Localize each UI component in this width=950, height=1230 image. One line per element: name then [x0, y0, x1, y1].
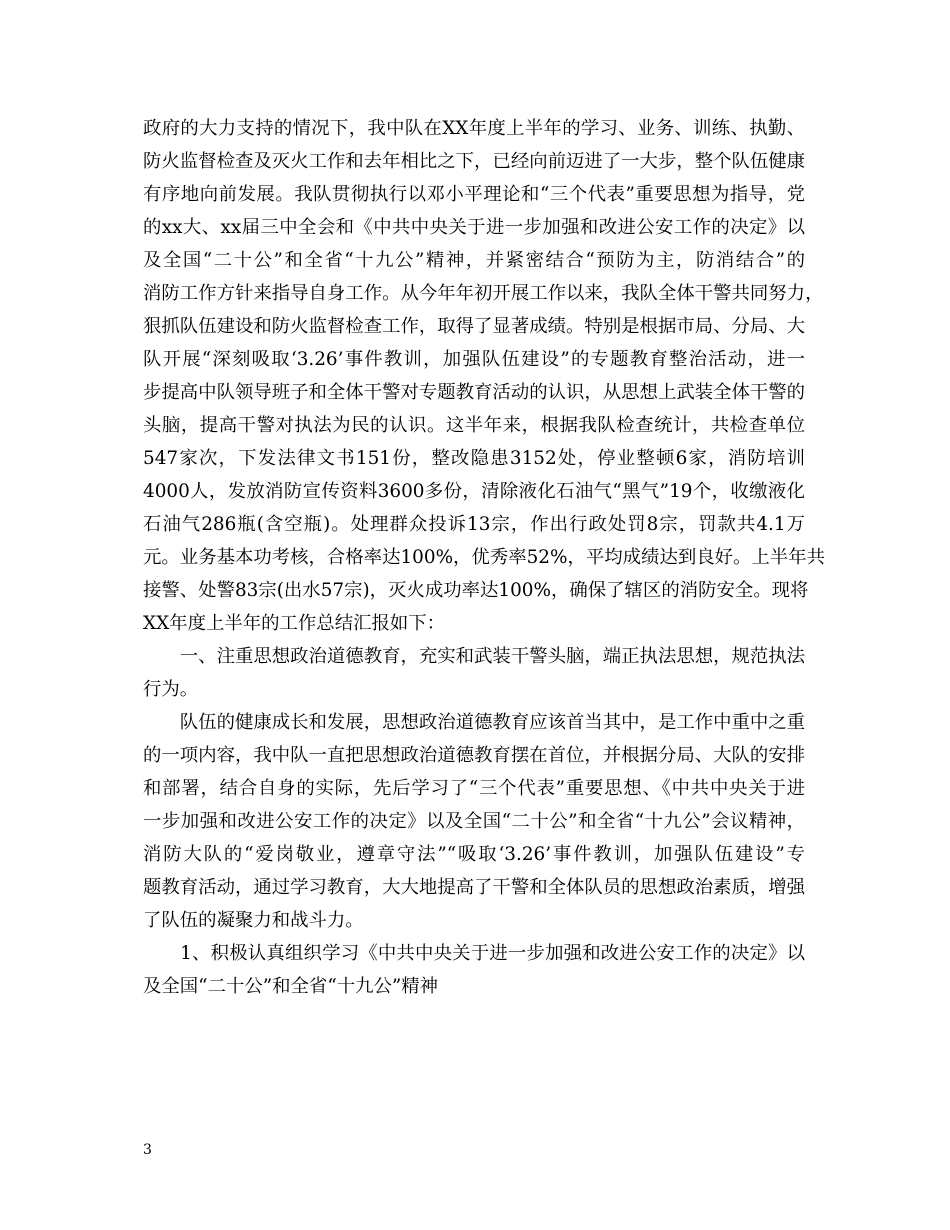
text-line: 队开展“深刻吸取‘3.26’事件教训，加强队伍建设”的专题教育整治活动，进一	[143, 349, 805, 370]
text-line: 的xx大、xx届三中全会和《中共中央关于进一步加强和改进公安工作的决定》以	[143, 217, 805, 238]
text-line: 队伍的健康成长和发展，思想政治道德教育应该首当其中，是工作中重中之重	[143, 712, 806, 733]
text-line: 的一项内容，我中队一直把思想政治道德教育摆在首位，并根据分局、大队的安排	[143, 745, 806, 766]
text-line: 4000人，发放消防宣传资料3600多份，清除液化石油气“黑气”19个，收缴液化	[143, 481, 805, 502]
text-line: 接警、处警83宗(出水57宗)，灭火成功率达100%，确保了辖区的消防安全。现将	[143, 580, 809, 601]
text-line: 消防大队的“爱岗敬业，遵章守法”“吸取‘3.26’事件教训，加强队伍建设”专	[143, 844, 805, 865]
text-line: 一步加强和改进公安工作的决定》以及全国“二十公”和全省“十九公”会议精神，	[143, 811, 805, 832]
section-heading-line: 一、注重思想政治道德教育，充实和武装干警头脑，端正执法思想，规范执法	[143, 646, 806, 667]
text-line: 了队伍的凝聚力和战斗力。	[143, 910, 364, 931]
text-line: 547家次，下发法律文书151份，整改隐患3152处，停业整顿6家，消防培训	[143, 448, 805, 469]
text-line: 和部署，结合自身的实际，先后学习了“三个代表”重要思想、《中共中央关于进	[143, 778, 805, 799]
subsection-heading-line: 1、积极认真组织学习《中共中央关于进一步加强和改进公安工作的决定》以	[143, 943, 805, 964]
text-line: 狠抓队伍建设和防火监督检查工作，取得了显著成绩。特别是根据市局、分局、大	[143, 316, 806, 337]
section-heading-line: 行为。	[143, 679, 199, 700]
text-line: 步提高中队领导班子和全体干警对专题教育活动的认识，从思想上武装全体干警的	[143, 382, 806, 403]
text-line: 元。业务基本功考核，合格率达100%，优秀率52%，平均成绩达到良好。上半年共	[143, 547, 825, 568]
text-line: 石油气286瓶(含空瓶)。处理群众投诉13宗，作出行政处罚8宗，罚款共4.1万	[143, 514, 805, 535]
text-line: 防火监督检查及灭火工作和去年相比之下，已经向前迈进了一大步，整个队伍健康	[143, 151, 806, 172]
text-line: 题教育活动，通过学习教育，大大地提高了干警和全体队员的思想政治素质，增强	[143, 877, 806, 898]
text-line: 消防工作方针来指导自身工作。从今年年初开展工作以来，我队全体干警共同努力，	[143, 283, 824, 304]
text-line: 政府的大力支持的情况下，我中队在XX年度上半年的学习、业务、训练、执勤、	[143, 118, 805, 139]
page-number: 3	[143, 1142, 152, 1158]
subsection-heading-line: 及全国“二十公”和全省“十九公”精神	[143, 976, 439, 997]
text-line: 有序地向前发展。我队贯彻执行以邓小平理论和“三个代表”重要思想为指导，党	[143, 184, 805, 205]
text-line: 头脑，提高干警对执法为民的认识。这半年来，根据我队检查统计，共检查单位	[143, 415, 805, 436]
text-line: 及全国“二十公”和全省“十九公”精神，并紧密结合“预防为主，防消结合”的	[143, 250, 805, 271]
text-line: XX年度上半年的工作总结汇报如下：	[143, 613, 446, 634]
